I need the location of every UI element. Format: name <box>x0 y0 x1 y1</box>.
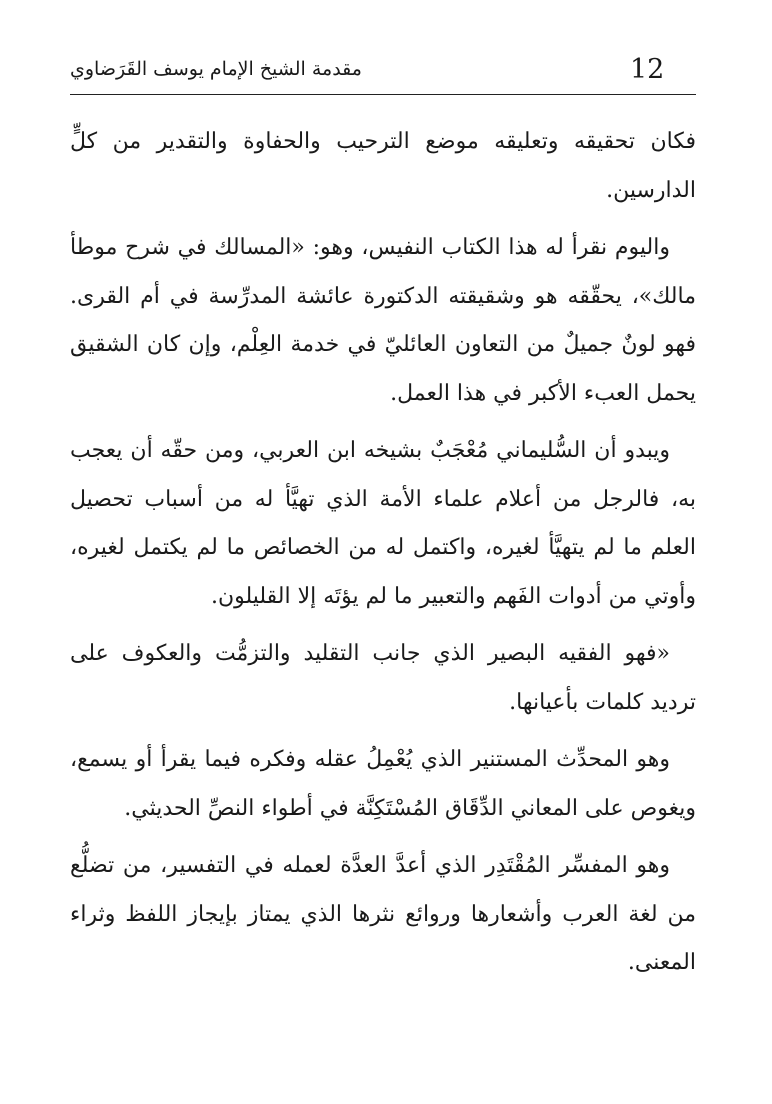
paragraph: «فهو الفقيه البصير الذي جانب التقليد والتزمُّت والعكوف على ترديد كلمات بأعيانها. <box>70 641 696 715</box>
paragraph: فكان تحقيقه وتعليقه موضع الترحيب والحفاوة والتقدير من كلٍّ الدارسين. <box>70 129 696 203</box>
page-number: 12 <box>630 54 665 85</box>
page-header <box>70 52 696 90</box>
paragraph: ويبدو أن السُّليماني مُعْجَبٌ بشيخه ابن العربي، ومن حقّه أن يعجب به، فالرجل من أعلام علماء الأمة الذي تهيَّأ له من أسباب تحصيل العلم ما لم يتهيَّأ لغيره، واكتمل له من الخصائص ما لم يكتمل لغيره، وأوتي من أدوات الفَهم والتعبير ما لم يؤتَه إلا القليلون. <box>70 438 696 609</box>
paragraph: واليوم نقرأ له هذا الكتاب النفيس، وهو: «المسالك في شرح موطأ مالك»، يحقّقه هو وشقيقته الدكتورة عائشة المدرِّسة في أم القرى. فهو لونٌ جميلٌ من التعاون العائليّ في خدمة العِلْم، وإن كان الشقيق يحمل العبء الأكبر في هذا العمل. <box>70 235 696 406</box>
paragraph: وهو المحدِّث المستنير الذي يُعْمِلُ عقله وفكره فيما يقرأ أو يسمع، ويغوص على المعاني الدِّقَاق المُسْتَكِنَّة في أطواء النصِّ الحديثي. <box>70 747 696 821</box>
body-text <box>70 118 696 997</box>
running-title: مقدمة الشيخ الإمام يوسف القَرَضاوي <box>70 58 362 80</box>
paragraph: وهو المفسِّر المُقْتَدِر الذي أعدَّ العدَّة لعمله في التفسير، من تضلُّع من لغة العرب وأشعارها وروائع نثرها الذي يمتاز بإيجاز اللفظ وثراء المعنى. <box>70 853 696 975</box>
header-divider <box>70 94 696 95</box>
